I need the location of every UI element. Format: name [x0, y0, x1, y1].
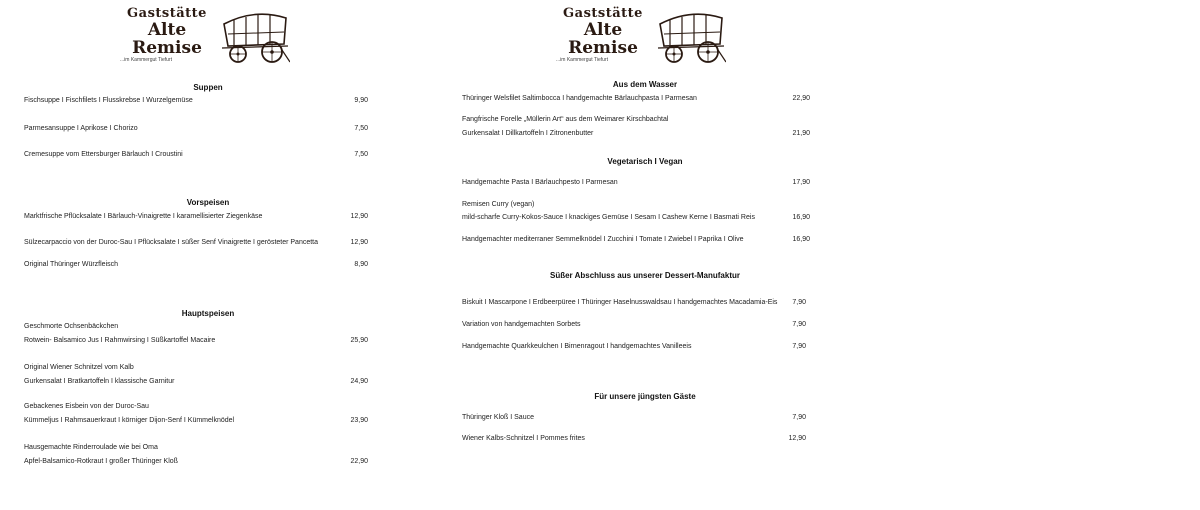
menu-item-kalbsschnitzel: Wiener Kalbs-Schnitzel I Pommes frites — [462, 435, 585, 442]
section-title-vorspeisen: Vorspeisen — [186, 198, 230, 207]
menu-item-fischsuppe: Fischsuppe I Fischfilets I Flusskrebse I Wurzelgemüse — [24, 97, 193, 104]
menu-item-eisbein-desc: Kümmeljus I Rahmsauerkraut I körniger Dijon-Senf I Kümmelknödel — [24, 417, 235, 424]
menu-item-pasta: Handgemachte Pasta I Bärlauchpesto I Parmesan — [462, 179, 618, 186]
menu-item-rinderroulade-name: Hausgemachte Rinderroulade wie bei Oma — [24, 444, 158, 451]
menu-item-ochsenbaeckchen-name: Geschmorte Ochsenbäckchen — [24, 323, 119, 330]
menu-page-left — [0, 0, 400, 510]
price-kalbsschnitzel: 12,90 — [788, 435, 806, 442]
price-parmesansuppe: 7,50 — [354, 125, 368, 132]
section-title-kinder: Für unsere jüngsten Gäste — [594, 392, 696, 401]
price-wuerzfleisch: 8,90 — [354, 261, 368, 268]
price-welsfilet: 22,90 — [792, 95, 810, 102]
section-title-hauptspeisen: Hauptspeisen — [181, 309, 235, 318]
price-ochsenbaeckchen: 25,90 — [350, 337, 368, 344]
menu-item-curry-name: Remisen Curry (vegan) — [462, 201, 535, 208]
logo-text — [112, 4, 222, 64]
menu-item-forelle-name: Fangfrische Forelle „Müllerin Art“ aus dem Weimarer Kirschbachtal — [462, 116, 669, 123]
menu-item-welsfilet: Thüringer Welsfilet Saltimbocca I handgemachte Bärlauchpasta I Parmesan — [462, 95, 697, 102]
price-cremesuppe: 7,50 — [354, 151, 368, 158]
logo-subtitle: ...im Kammergut Tiefurt — [556, 57, 608, 63]
price-fischsuppe: 9,90 — [354, 97, 368, 104]
price-suelzecarpaccio: 12,90 — [350, 239, 368, 246]
price-rinderroulade: 22,90 — [350, 458, 368, 465]
price-schnitzel: 24,90 — [350, 378, 368, 385]
menu-item-biskuit: Biskuit I Mascarpone I Erdbeerpüree I Thüringer Haselnusswaldsau I handgemachtes Macadamia-Eis — [462, 299, 778, 306]
price-semmelknoedel: 16,90 — [792, 236, 810, 243]
menu-item-sorbets: Variation von handgemachten Sorbets — [462, 321, 581, 328]
menu-item-semmelknoedel: Handgemachter mediterraner Semmelknödel I Zucchini I Tomate I Zwiebel I Paprika I Olive — [462, 236, 744, 243]
menu-item-wuerzfleisch: Original Thüringer Würzfleisch — [24, 261, 119, 268]
price-quarkkeulchen: 7,90 — [792, 343, 806, 350]
logo-subtitle: ...im Kammergut Tiefurt — [120, 57, 172, 63]
price-sorbets: 7,90 — [792, 321, 806, 328]
price-pfluecksalate: 12,90 — [350, 213, 368, 220]
menu-item-suelzecarpaccio: Sülzecarpaccio von der Duroc-Sau I Pflücksalate I süßer Senf Vinaigrette I gerösteter Pancetta — [24, 239, 319, 246]
section-title-aus-dem-wasser: Aus dem Wasser — [612, 80, 678, 89]
logo-line2: Alte Remise — [568, 20, 638, 58]
price-kloss: 7,90 — [792, 414, 806, 421]
restaurant-logo — [548, 4, 738, 66]
carriage-icon — [220, 10, 290, 64]
menu-item-pfluecksalate: Marktfrische Pflücksalate I Bärlauch-Vinaigrette I karamellisierter Ziegenkäse — [24, 213, 263, 220]
logo-line2: Alte Remise — [132, 20, 202, 58]
menu-item-ochsenbaeckchen-desc: Rotwein- Balsamico Jus I Rahmwirsing I Süßkartoffel Macaire — [24, 337, 216, 344]
section-title-vegetarisch-vegan: Vegetarisch I Vegan — [607, 157, 683, 166]
menu-item-forelle-desc: Gurkensalat I Dillkartoffeln I Zitronenbutter — [462, 130, 594, 137]
menu-item-eisbein-name: Gebackenes Eisbein von der Duroc-Sau — [24, 403, 149, 410]
logo-line1: Gaststätte — [127, 6, 207, 21]
menu-item-kloss: Thüringer Kloß I Sauce — [462, 414, 534, 421]
menu-item-parmesansuppe: Parmesansuppe I Aprikose I Chorizo — [24, 125, 138, 132]
price-biskuit: 7,90 — [792, 299, 806, 306]
menu-item-curry-desc: mild-scharfe Curry-Kokos-Sauce I knackiges Gemüse I Sesam I Cashew Kerne I Basmati Reis — [462, 214, 755, 221]
logo-line1: Gaststätte — [563, 6, 643, 21]
restaurant-logo — [112, 4, 302, 66]
price-curry: 16,90 — [792, 214, 810, 221]
section-title-dessert: Süßer Abschluss aus unserer Dessert-Manufaktur — [550, 271, 740, 280]
price-forelle: 21,90 — [792, 130, 810, 137]
menu-page-right — [440, 0, 840, 510]
price-pasta: 17,90 — [792, 179, 810, 186]
price-eisbein: 23,90 — [350, 417, 368, 424]
logo-text — [548, 4, 658, 64]
menu-item-rinderroulade-desc: Apfel-Balsamico-Rotkraut I großer Thüringer Kloß — [24, 458, 178, 465]
menu-item-schnitzel-name: Original Wiener Schnitzel vom Kalb — [24, 364, 134, 371]
menu-item-schnitzel-desc: Gurkensalat I Bratkartoffeln I klassische Garnitur — [24, 378, 175, 385]
section-title-suppen: Suppen — [193, 83, 223, 92]
menu-item-cremesuppe: Cremesuppe vom Ettersburger Bärlauch I Croustini — [24, 151, 183, 158]
menu-item-quarkkeulchen: Handgemachte Quarkkeulchen I Birnenragout I handgemachtes Vanilleeis — [462, 343, 692, 350]
carriage-icon — [656, 10, 726, 64]
